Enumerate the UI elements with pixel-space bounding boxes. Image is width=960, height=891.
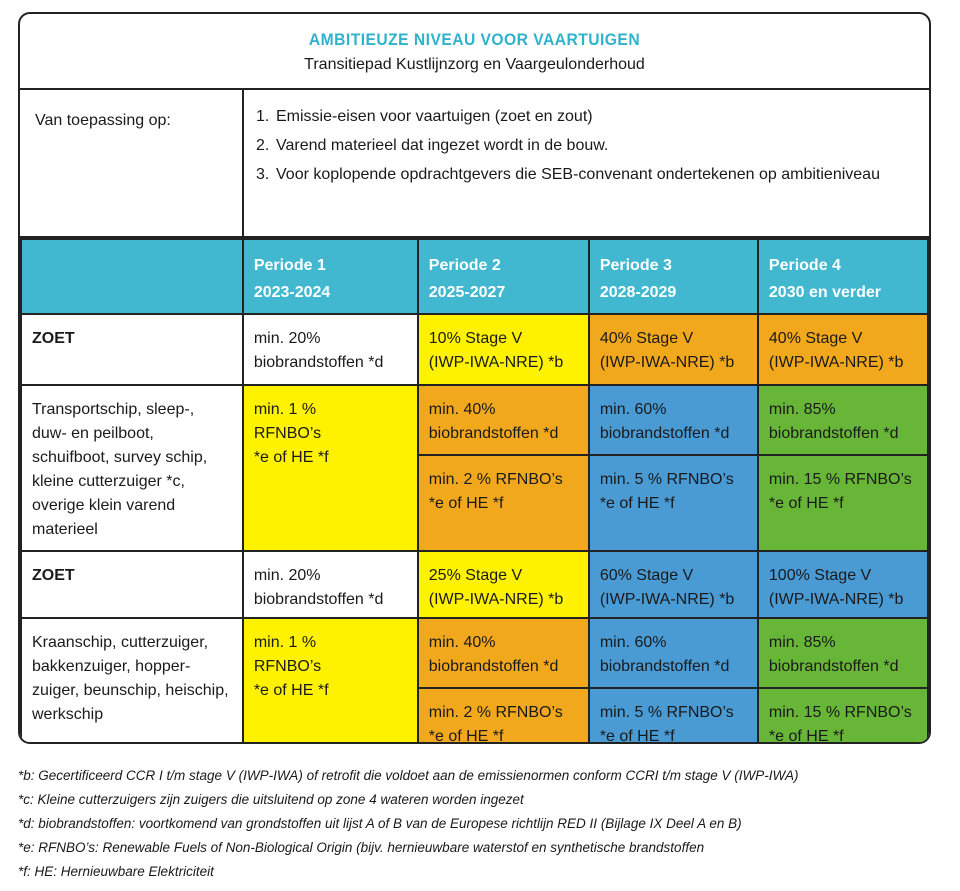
applies-item-number: 3. <box>256 166 270 183</box>
zoet-row <box>21 314 928 385</box>
zoet-cell-p4: 100% Stage V (IWP-IWA-NRE) *b <box>758 551 928 618</box>
applies-item-number: 2. <box>256 137 270 154</box>
zoet-cell-p1: min. 20% biobrandstoffen *d <box>243 314 418 385</box>
vessel-types-label: Kraanschip, cutterzuiger, bakkenzuiger, hopper-zuiger, beunschip, heischip, werkschip <box>21 618 243 744</box>
zoet-cell-p4: 40% Stage V (IWP-IWA-NRE) *b <box>758 314 928 385</box>
zoet-cell-p3: 40% Stage V (IWP-IWA-NRE) *b <box>589 314 758 385</box>
zoet-row <box>21 551 928 618</box>
footnote-d: *d: biobrandstoffen: voortkomend van grondstoffen uit lijst A of B van de Europese richtlijn RED II (Bijlage IX Deel A en B) <box>18 816 742 831</box>
applies-divider <box>242 90 244 236</box>
applies-item <box>256 102 896 131</box>
ambition-grid <box>20 238 929 744</box>
rfnbo-cell-p3: min. 5 % RFNBO’s *e of HE *f <box>589 688 758 744</box>
vessel-bio-row <box>21 618 928 688</box>
applies-section <box>20 90 929 238</box>
applies-label: Van toepassing op: <box>35 112 171 129</box>
bio-cell-p3: min. 60% biobrandstoffen *d <box>589 618 758 688</box>
footnote-f: *f: HE: Hernieuwbare Elektriciteit <box>18 864 214 879</box>
period-header-row <box>21 239 928 314</box>
zoet-cell-p2: 25% Stage V (IWP-IWA-NRE) *b <box>418 551 589 618</box>
p1-rfnbo-cell: min. 1 % RFNBO’s *e of HE *f <box>243 385 418 551</box>
rfnbo-cell-p2: min. 2 % RFNBO’s *e of HE *f <box>418 455 589 551</box>
applies-list <box>256 102 896 189</box>
zoet-cell-p3: 60% Stage V (IWP-IWA-NRE) *b <box>589 551 758 618</box>
footnote-b: *b: Gecertificeerd CCR I t/m stage V (IWP-IWA) of retrofit die voldoet aan de emissienormen conform CCRI t/m stage V (IWP-IWA) <box>18 768 799 783</box>
rfnbo-cell-p3: min. 5 % RFNBO’s *e of HE *f <box>589 455 758 551</box>
zoet-cell-p2: 10% Stage V (IWP-IWA-NRE) *b <box>418 314 589 385</box>
period-header-2: Periode 2 2025-2027 <box>418 239 589 314</box>
applies-item-number: 1. <box>256 108 270 125</box>
zoet-cell-p1: min. 20% biobrandstoffen *d <box>243 551 418 618</box>
applies-item <box>256 131 896 160</box>
zoet-label: ZOET <box>21 314 243 385</box>
applies-item-text: Voor koplopende opdrachtgevers die SEB-convenant ondertekenen op ambitieniveau <box>276 166 880 183</box>
bio-cell-p2: min. 40% biobrandstoffen *d <box>418 385 589 455</box>
rfnbo-cell-p4: min. 15 % RFNBO’s *e of HE *f <box>758 688 928 744</box>
ambition-table-frame <box>18 12 931 744</box>
footnote-c: *c: Kleine cutterzuigers zijn zuigers die uitsluitend op zone 4 wateren worden ingezet <box>18 792 524 807</box>
vessel-types-label: Transportschip, sleep-, duw- en peilboot, schuifboot, survey schip, kleine cutterzuiger *c, overige klein varend materieel <box>21 385 243 551</box>
applies-item <box>256 160 896 189</box>
p1-rfnbo-cell: min. 1 % RFNBO’s *e of HE *f <box>243 618 418 744</box>
vessel-bio-row <box>21 385 928 455</box>
applies-item-text: Emissie-eisen voor vaartuigen (zoet en zout) <box>276 108 593 125</box>
period-header-empty <box>21 239 243 314</box>
footnote-e: *e: RFNBO’s: Renewable Fuels of Non-Biological Origin (bijv. hernieuwbare waterstof en synthetische brandstoffen <box>18 840 705 855</box>
bio-cell-p3: min. 60% biobrandstoffen *d <box>589 385 758 455</box>
bio-cell-p2: min. 40% biobrandstoffen *d <box>418 618 589 688</box>
table-subtitle: Transitiepad Kustlijnzorg en Vaargeulonderhoud <box>304 56 645 73</box>
bio-cell-p4: min. 85% biobrandstoffen *d <box>758 618 928 688</box>
bio-cell-p4: min. 85% biobrandstoffen *d <box>758 385 928 455</box>
footnotes <box>18 764 799 884</box>
period-header-1: Periode 1 2023-2024 <box>243 239 418 314</box>
applies-item-text: Varend materieel dat ingezet wordt in de bouw. <box>276 137 609 154</box>
table-title: AMBITIEUZE NIVEAU VOOR VAARTUIGEN <box>308 30 641 49</box>
zoet-label: ZOET <box>21 551 243 618</box>
rfnbo-cell-p4: min. 15 % RFNBO’s *e of HE *f <box>758 455 928 551</box>
rfnbo-cell-p2: min. 2 % RFNBO’s *e of HE *f <box>418 688 589 744</box>
period-header-4: Periode 4 2030 en verder <box>758 239 928 314</box>
period-header-3: Periode 3 2028-2029 <box>589 239 758 314</box>
table-header <box>20 14 929 90</box>
